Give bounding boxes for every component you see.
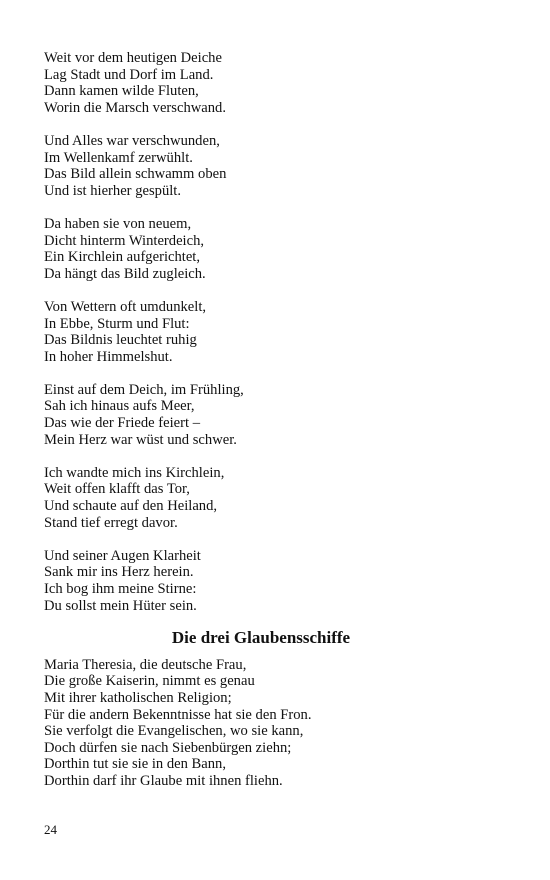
poem-line: Die große Kaiserin, nimmt es genau: [44, 673, 255, 690]
poem-line: Da hängt das Bild zugleich.: [44, 265, 206, 282]
poem-line: Und seiner Augen Klarheit: [44, 547, 201, 564]
poem-line: Das Bild allein schwamm oben: [44, 166, 227, 183]
poem1-stanza-5: [44, 382, 514, 448]
page-body: [44, 50, 514, 806]
poem1-stanza-7: [44, 548, 514, 614]
poem1-stanza-3: [44, 216, 514, 282]
page-number: 24: [44, 822, 57, 837]
poem-line: Im Wellenkamf zerwühlt.: [44, 149, 193, 166]
poem-line: Sank mir ins Herz herein.: [44, 564, 194, 581]
poem1-stanza-2: [44, 133, 514, 199]
poem-line: Du sollst mein Hüter sein.: [44, 597, 197, 614]
poem-line: Und schaute auf den Heiland,: [44, 498, 218, 515]
poem-title: Die drei Glaubensschiffe: [171, 627, 351, 647]
poem1-stanza-4: [44, 299, 514, 365]
poem1-stanza-1: [44, 50, 514, 116]
poem-line: Dorthin tut sie sie in den Bann,: [44, 756, 226, 773]
poem-line: Dicht hinterm Winterdeich,: [44, 232, 205, 249]
poem-line: Für die andern Bekenntnisse hat sie den Fron.: [44, 706, 312, 723]
poem-line: Doch dürfen sie nach Siebenbürgen ziehn;: [44, 739, 292, 756]
poem-line: In hoher Himmelshut.: [44, 348, 173, 365]
poem-line: Da haben sie von neuem,: [44, 215, 192, 232]
poem-line: Lag Stadt und Dorf im Land.: [44, 66, 214, 83]
poem-line: Stand tief erregt davor.: [44, 514, 178, 531]
poem-line: Das wie der Friede feiert –: [44, 415, 201, 432]
poem-line: Mit ihrer katholischen Religion;: [44, 689, 232, 706]
poem-line: Maria Theresia, die deutsche Frau,: [44, 656, 247, 673]
poem-line: Von Wettern oft umdunkelt,: [44, 298, 207, 315]
poem-line: Weit offen klafft das Tor,: [44, 481, 190, 498]
poem-line: Sah ich hinaus aufs Meer,: [44, 398, 195, 415]
poem-line: In Ebbe, Sturm und Flut:: [44, 315, 190, 332]
poem-line: Weit vor dem heutigen Deiche: [44, 50, 222, 66]
poem-line: Dorthin darf ihr Glaube mit ihnen fliehn.: [44, 772, 283, 789]
poem-line: Dann kamen wilde Fluten,: [44, 83, 199, 100]
poem-line: Sie verfolgt die Evangelischen, wo sie kann,: [44, 723, 304, 740]
poem-line: Einst auf dem Deich, im Frühling,: [44, 381, 244, 398]
poem-line: Ich bog ihm meine Stirne:: [44, 581, 197, 597]
poem-line: Und Alles war verschwunden,: [44, 132, 220, 149]
poem-line: Und ist hierher gespült.: [44, 182, 181, 199]
poem-line: Das Bildnis leuchtet ruhig: [44, 332, 197, 349]
poem2-stanza-1: [44, 657, 514, 790]
poem-line: Worin die Marsch verschwand.: [44, 99, 227, 116]
poem-line: Ein Kirchlein aufgerichtet,: [44, 249, 201, 266]
poem-line: Ich wandte mich ins Kirchlein,: [44, 464, 225, 481]
poem-line: Mein Herz war wüst und schwer.: [44, 431, 237, 448]
poem1-stanza-6: [44, 465, 514, 531]
